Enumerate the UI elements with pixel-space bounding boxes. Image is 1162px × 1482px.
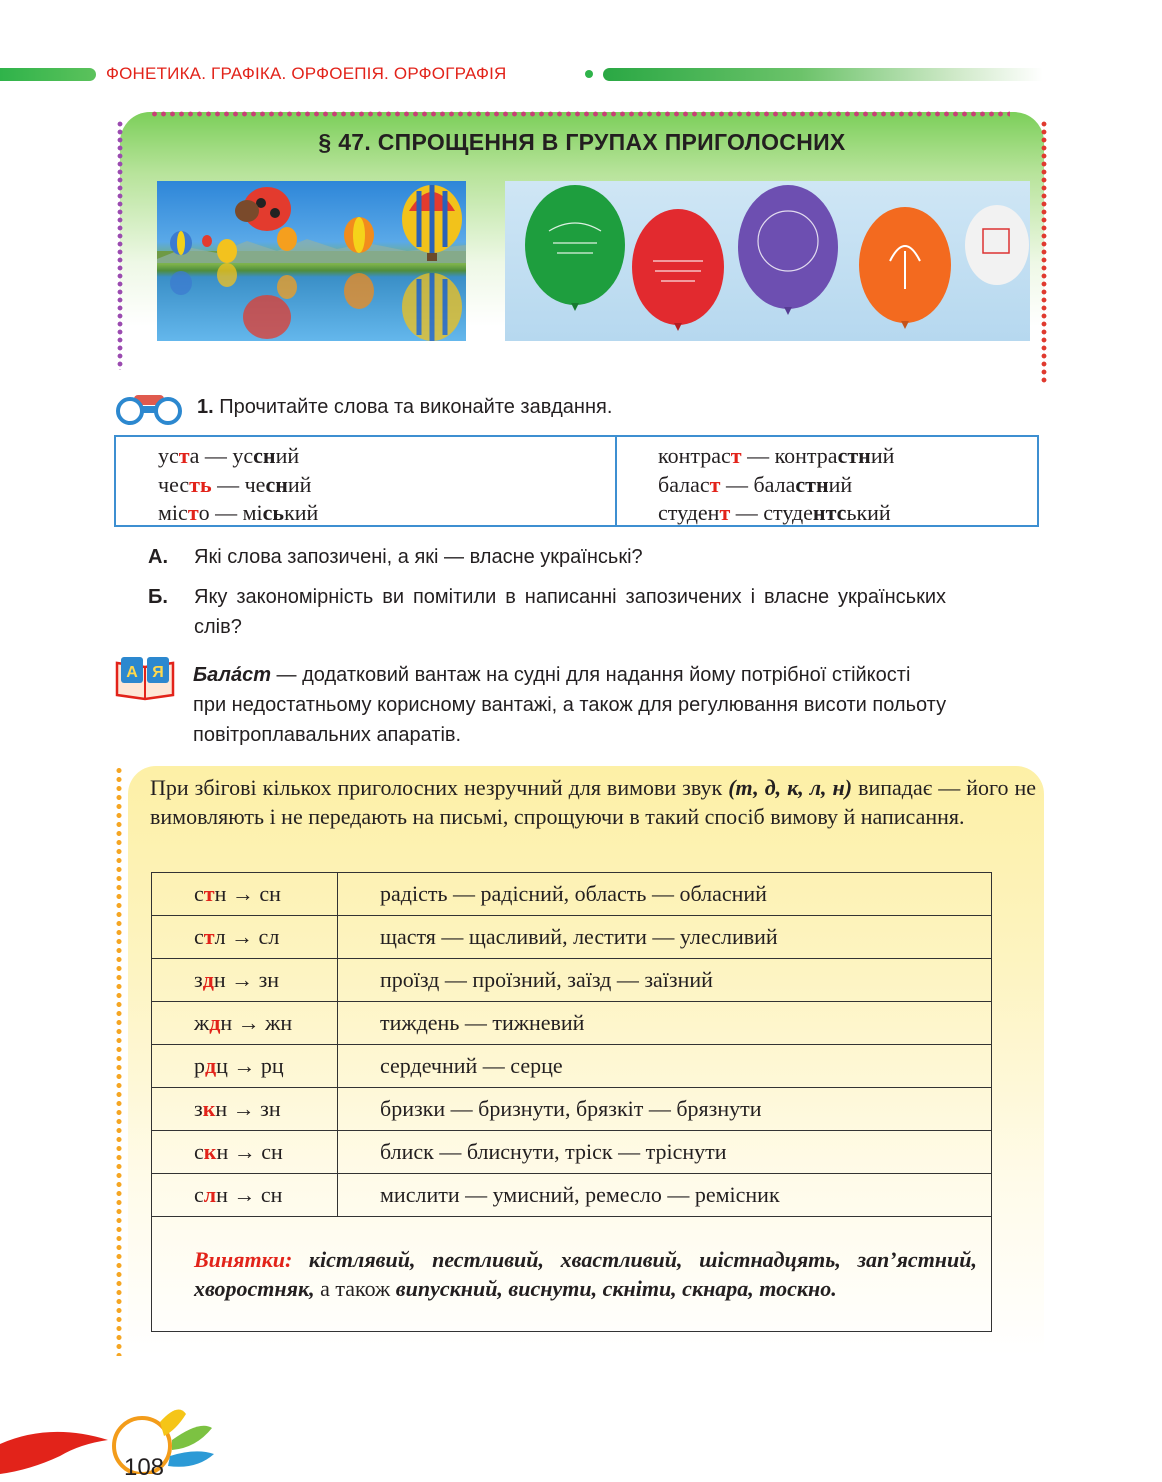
word-segment: студен [658,500,720,525]
task-number: 1. [197,396,214,418]
rule-text [150,773,1036,831]
consonant-segment: н → сн [216,1139,283,1164]
consonant-segment: к [203,1139,217,1164]
consonant-group-cell [152,873,338,916]
simplification-table-body [152,873,992,1217]
word-pair [658,471,894,500]
exceptions-cell [152,1217,992,1332]
dash-separator: — [199,443,233,468]
binoculars-icon [112,391,186,425]
word-pair [158,499,318,528]
example-cell: сердечний — серце [338,1045,992,1088]
word-pair [658,499,894,528]
word-segment: контрас [658,443,731,468]
word-segment: ий [870,443,895,468]
word-segment: че [244,471,266,497]
table-row [152,1002,992,1045]
question-b-label-row [148,586,194,609]
table-row [152,1174,992,1217]
consonant-group-cell [152,1088,338,1131]
word-segment: ький [846,500,891,525]
page-corner-decoration [0,1400,220,1474]
dictionary-book-icon [113,655,177,701]
consonant-group-cell [152,916,338,959]
consonant-group-cell [152,1002,338,1045]
example-cell: щастя — щасливий, лестити — улесливий [338,916,992,959]
consonant-segment: з [194,967,203,992]
word-segment: ть [189,471,212,497]
question-b-label: Б. [148,586,168,608]
table-row [152,1088,992,1131]
task-text: Прочитайте слова та виконайте завдання. [219,396,613,418]
word-segment: міс [158,500,188,525]
question-a-text: Які слова запозичені, а які — власне українські? [194,546,643,568]
table-row [152,959,992,1002]
word-segment: а [189,443,200,468]
panel-dots-top [150,110,1010,118]
word-pairs-table [114,435,1039,527]
simplification-table [151,872,992,1332]
consonant-segment: л → сл [214,924,280,949]
consonant-group-cell [152,1174,338,1217]
word-segment: т [709,471,721,497]
dictionary-definition: — додатковий вантаж на судні для надання йому потрібної стійкості при недостатньому корисному вантажі, а також для регулювання висоти польоту повітроплавальних апаратів. [193,664,947,746]
word-segment: чес [158,471,190,497]
rule-text-before: При збігові кількох приголосних незручний для вимови звук [150,775,729,800]
word-segment: мі [242,500,263,525]
example-cell: бризки — бризнути, брязкіт — брязнути [338,1088,992,1131]
dash-separator: — [741,443,775,468]
consonant-segment: ц → рц [216,1053,284,1078]
word-segment: контра [774,443,838,468]
example-cell: радість — радісний, область — обласний [338,873,992,916]
example-cell: тиждень — тижневий [338,1002,992,1045]
word-segment: нтс [812,500,847,525]
rule-text-after: випадає — його не вимовляють і не передають на письмі, спрощуючи в такий спосіб вимову й написання. [150,775,1036,829]
word-segment: сь [262,500,285,525]
consonant-segment: т [203,924,215,949]
word-segment: ус [158,443,179,468]
consonant-group-cell [152,1045,338,1088]
party-balloons-photo [505,181,1030,341]
dash-separator: — [209,500,243,525]
consonant-segment: н → сн [216,1182,283,1207]
example-cell: мислити — умисний, ремесло — ремісник [338,1174,992,1217]
consonant-group-cell [152,1131,338,1174]
header-dot [585,70,593,78]
word-segment: ий [287,471,312,497]
consonant-segment: с [194,881,204,906]
consonant-segment: н → жн [220,1010,293,1035]
native-words-column [158,442,318,528]
borrowed-words-column [658,442,894,528]
dictionary-entry [193,660,948,750]
word-segment: сн [265,471,288,497]
exceptions-mid: а також [314,1276,396,1301]
icon-letter-a: А [126,664,138,681]
example-cell: блиск — блиснути, тріск — тріснути [338,1131,992,1174]
word-pair [658,442,894,471]
consonant-segment: с [194,1139,204,1164]
header-bar-right [603,68,1043,81]
word-pair [158,442,318,471]
section-title: § 47. СПРОЩЕННЯ В ГРУПАХ ПРИГОЛОСНИХ [318,129,846,155]
consonant-segment: н → сн [214,881,281,906]
example-cell: проїзд — проїзний, заїзд — заїзний [338,959,992,1002]
table-row [152,916,992,959]
consonant-segment: т [203,881,215,906]
word-segment: стн [837,443,871,468]
dash-separator: — [720,471,754,497]
table-row [152,873,992,916]
consonant-segment: л [203,1182,217,1207]
table-row [152,1045,992,1088]
page-number: 108 [123,1454,165,1481]
rule-letters: (т, д, к, л, н) [728,775,853,800]
consonant-segment: д [209,1010,221,1035]
word-segment: ус [232,443,254,468]
word-segment: ий [275,443,300,468]
word-segment: ий [828,471,853,497]
word-segment: т [178,443,190,468]
dash-separator: — [730,500,764,525]
word-segment: т [187,500,199,525]
icon-letter-ya: Я [152,664,164,681]
word-segment: бала [753,471,796,497]
question-a-label: А. [148,546,168,568]
panel-dots-right [1040,120,1048,385]
word-segment: т [719,500,731,525]
consonant-segment: к [202,1096,216,1121]
word-segment: кий [284,500,319,525]
consonant-segment: с [194,1182,204,1207]
task-instruction [197,396,612,419]
exceptions-list-2: випускний, виснути, скніти, скнара, тоскно. [395,1276,837,1301]
consonant-segment: д [202,967,214,992]
header-bar-left [0,68,96,81]
consonant-segment: н → зн [215,1096,281,1121]
word-segment: о [198,500,210,525]
word-segment: студе [763,500,813,525]
word-segment: сн [253,443,276,468]
question-b-text: Яку закономірність ви помітили в написанні запозичених і власне українських слів? [194,586,946,638]
consonant-segment: с [194,924,204,949]
word-pair [158,471,318,500]
consonant-segment: р [194,1053,205,1078]
consonant-group-cell [152,959,338,1002]
consonant-segment: з [194,1096,203,1121]
table-row [152,1131,992,1174]
question-a [148,546,643,569]
dash-separator: — [211,471,245,497]
rule-dots [115,766,123,1356]
consonant-segment: д [205,1053,217,1078]
panel-dots-left [116,120,124,370]
word-segment: стн [795,471,829,497]
word-segment: балас [658,471,710,497]
exceptions-list-1: кістлявий, пестливий, хвастливий, шістнадцять, зап’ястний, хворостняк, [194,1247,977,1301]
hot-air-balloons-photo [157,181,466,341]
table-divider [615,437,617,525]
dictionary-term: Бала́ст [193,664,271,686]
consonant-segment: ж [194,1010,210,1035]
chapter-title: ФОНЕТИКА. ГРАФІКА. ОРФОЕПІЯ. ОРФОГРАФІЯ [106,64,507,83]
exceptions-row [152,1217,992,1332]
consonant-segment: н → зн [213,967,280,992]
exceptions-label: Винятки: [194,1247,293,1272]
word-segment: т [730,443,742,468]
